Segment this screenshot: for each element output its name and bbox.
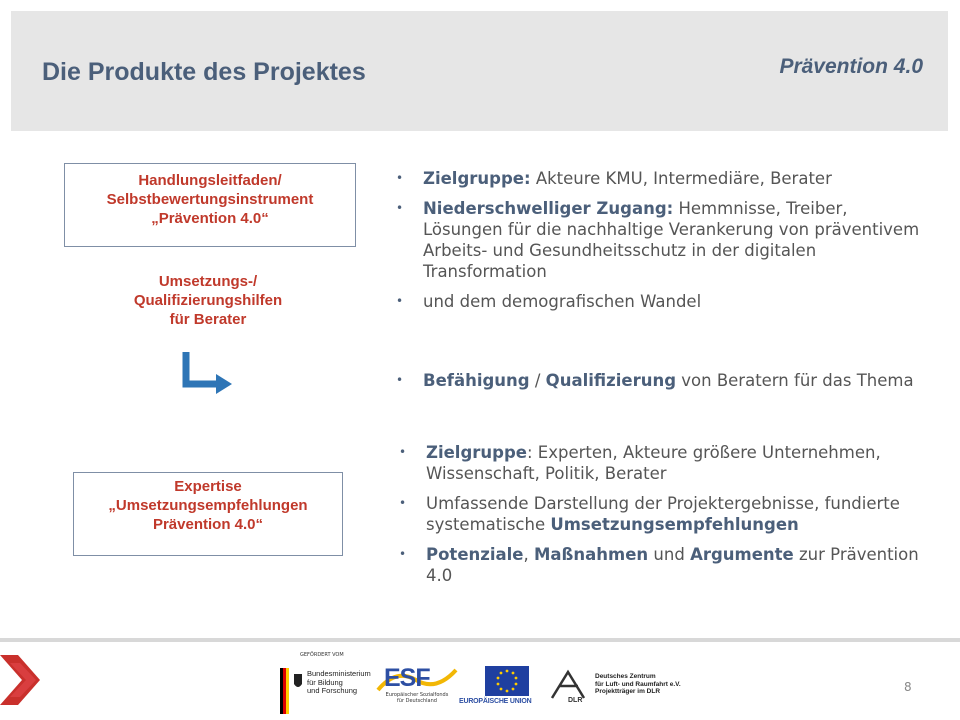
- list-item: • Niederschwelliger Zugang: Hemmnisse, Treiber, Lösungen für die nachhaltige Verankerung von präventivem Arbeits- und Gesundheitsschutz in der digitalen Transformation: [389, 198, 929, 282]
- page-title: Die Produkte des Projektes: [42, 58, 366, 86]
- svg-text:DLR: DLR: [568, 697, 583, 704]
- list-item: • Befähigung / Qualifizierung von Beratern für das Thema: [389, 370, 929, 391]
- bend-arrow-icon: [180, 350, 236, 394]
- chevron-logo-icon: [0, 655, 48, 705]
- box-line: Handlungsleitfaden/: [138, 172, 282, 189]
- esf-sub-text: Europäischer Sozialfonds für Deutschland: [385, 692, 449, 704]
- footer-divider: [0, 638, 960, 642]
- box-line: „Prävention 4.0“: [151, 210, 269, 227]
- product-box-expertise: [73, 472, 343, 556]
- box-line: Selbstbewertungsinstrument: [106, 191, 314, 208]
- list-item: • Zielgruppe: Akteure KMU, Intermediäre, Berater: [389, 168, 929, 189]
- bullet-list-qualification: [389, 370, 929, 400]
- page-subtitle: Prävention 4.0: [779, 55, 923, 78]
- dlr-logo-icon: [548, 668, 590, 704]
- dlr-text: Deutsches Zentrum für Luft- und Raumfahrt e.V. Projektträger im DLR: [595, 673, 681, 695]
- box-line: Prävention 4.0“: [152, 516, 264, 533]
- product-box-guideline: [64, 163, 356, 247]
- list-item: • und dem demografischen Wandel: [389, 291, 929, 312]
- mid-line: Umsetzungs-/: [158, 273, 258, 290]
- box-line: Expertise: [174, 478, 242, 495]
- mid-line: für Berater: [169, 311, 247, 328]
- bullet-list-guideline: [389, 168, 929, 321]
- funding-label: GEFÖRDERT VOM: [300, 652, 344, 658]
- esf-logo-text: ESF: [384, 664, 430, 692]
- qualification-aids-label: [78, 272, 338, 329]
- list-item: • Zielgruppe: Experten, Akteure größere Unternehmen, Wissenschaft, Politik, Berater: [392, 442, 932, 484]
- bmbf-text: Bundesministerium für Bildung und Forschung: [307, 669, 371, 695]
- bmbf-logo-icon: [280, 668, 306, 714]
- mid-line: Qualifizierungshilfen: [133, 292, 283, 309]
- eu-text: EUROPÄISCHE UNION: [459, 698, 532, 705]
- eu-flag-icon: [465, 666, 541, 696]
- bullet-list-expertise: [392, 442, 932, 595]
- list-item: • Potenziale, Maßnahmen und Argumente zur Prävention 4.0: [392, 544, 932, 586]
- page-number: 8: [904, 680, 912, 694]
- box-line: „Umsetzungsempfehlungen: [108, 497, 308, 514]
- list-item: • Umfassende Darstellung der Projektergebnisse, fundierte systematische Umsetzungsempfehlungen: [392, 493, 932, 535]
